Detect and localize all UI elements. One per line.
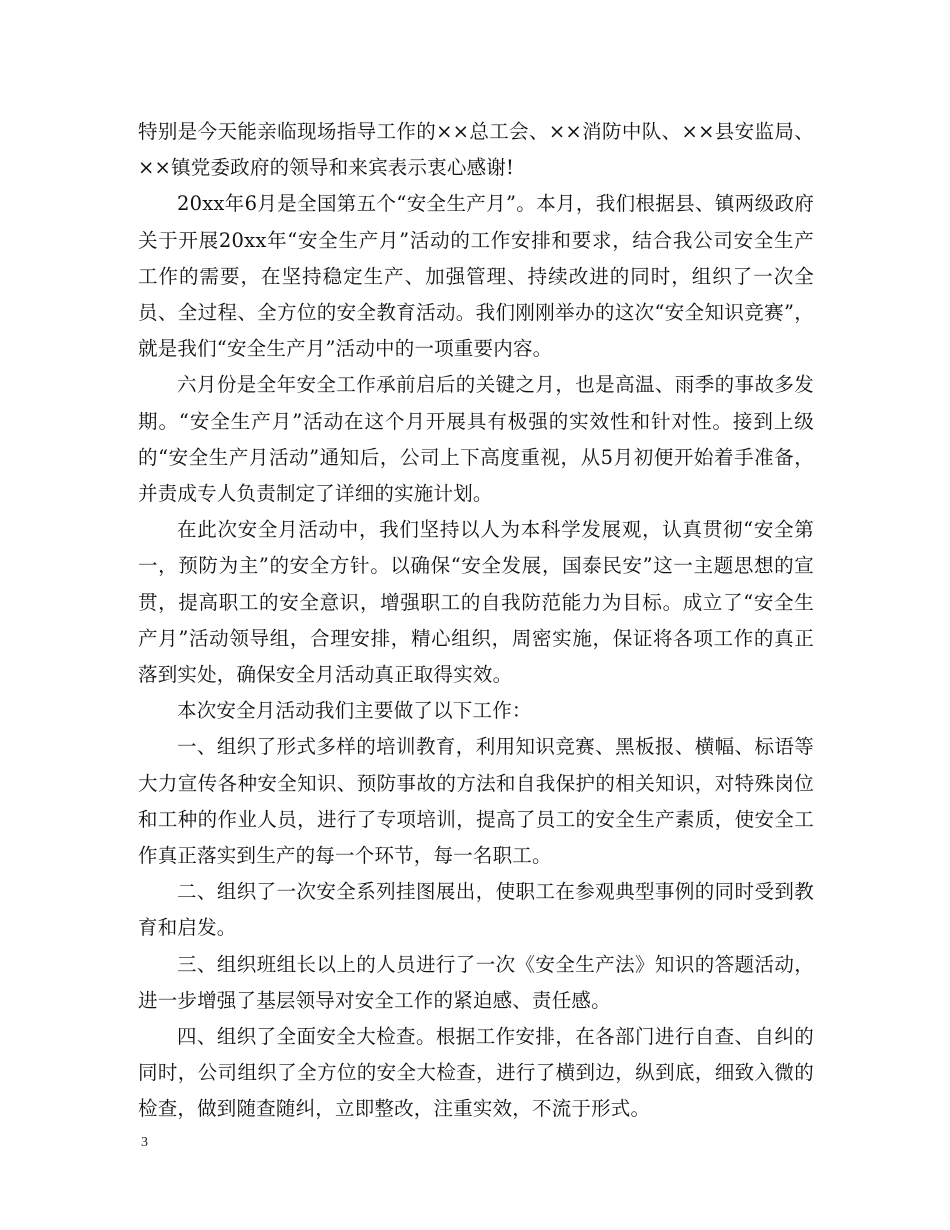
paragraph-guiding-principles: 在此次安全月活动中，我们坚持以人为本科学发展观，认真贯彻“安全第一，预防为主”的安全方针。以确保“安全发展，国泰民安”这一主题思想的宣贯，提高职工的安全意识，增强职工的自我防范能力为目标。成立了“安全生产月”活动领导组，合理安排，精心组织，周密实施，保证将各项工作的真正落到实处，确保安全月活动真正取得实效。 <box>138 518 814 687</box>
document-body <box>138 114 814 1128</box>
paragraph-continued: 特别是今天能亲临现场指导工作的××总工会、××消防中队、××县安监局、××镇党委政府的领导和来宾表示衷心感谢! <box>138 120 814 180</box>
page-number: 3 <box>141 1135 148 1150</box>
paragraph-june-key-month: 六月份是全年安全工作承前启后的关键之月，也是高温、雨季的事故多发期。“安全生产月”活动在这个月开展具有极强的实效性和针对性。接到上级的“安全生产月活动”通知后，公司上下高度重视，从5月初便开始着手准备，并责成专人负责制定了详细的实施计划。 <box>138 373 814 506</box>
paragraph-item-two-exhibition: 二、组织了一次安全系列挂图展出，使职工在参观典型事例的同时受到教育和启发。 <box>138 880 814 940</box>
paragraph-item-one-training: 一、组织了形式多样的培训教育，利用知识竞赛、黑板报、横幅、标语等大力宣传各种安全知识、预防事故的方法和自我保护的相关知识，对特殊岗位和工种的作业人员，进行了专项培训，提高了员工的安全生产素质，使安全工作真正落实到生产的每一个环节，每一名职工。 <box>138 735 814 868</box>
paragraph-work-summary-intro: 本次安全月活动我们主要做了以下工作： <box>177 699 532 723</box>
paragraph-item-four-inspection: 四、组织了全面安全大检查。根据工作安排，在各部门进行自查、自纠的同时，公司组织了全方位的安全大检查，进行了横到边，纵到底，细致入微的检查，做到随查随纠，立即整改，注重实效，不流于形式。 <box>138 1025 814 1121</box>
paragraph-safety-month-intro: 20xx年6月是全国第五个“安全生产月”。本月，我们根据县、镇两级政府关于开展20xx年“安全生产月”活动的工作安排和要求，结合我公司安全生产工作的需要，在坚持稳定生产、加强管理、持续改进的同时，组织了一次全员、全过程、全方位的安全教育活动。我们刚刚举办的这次“安全知识竞赛”，就是我们“安全生产月”活动中的一项重要内容。 <box>138 192 814 361</box>
paragraph-item-three-quiz: 三、组织班组长以上的人员进行了一次《安全生产法》知识的答题活动，进一步增强了基层领导对安全工作的紧迫感、责任感。 <box>138 952 814 1012</box>
